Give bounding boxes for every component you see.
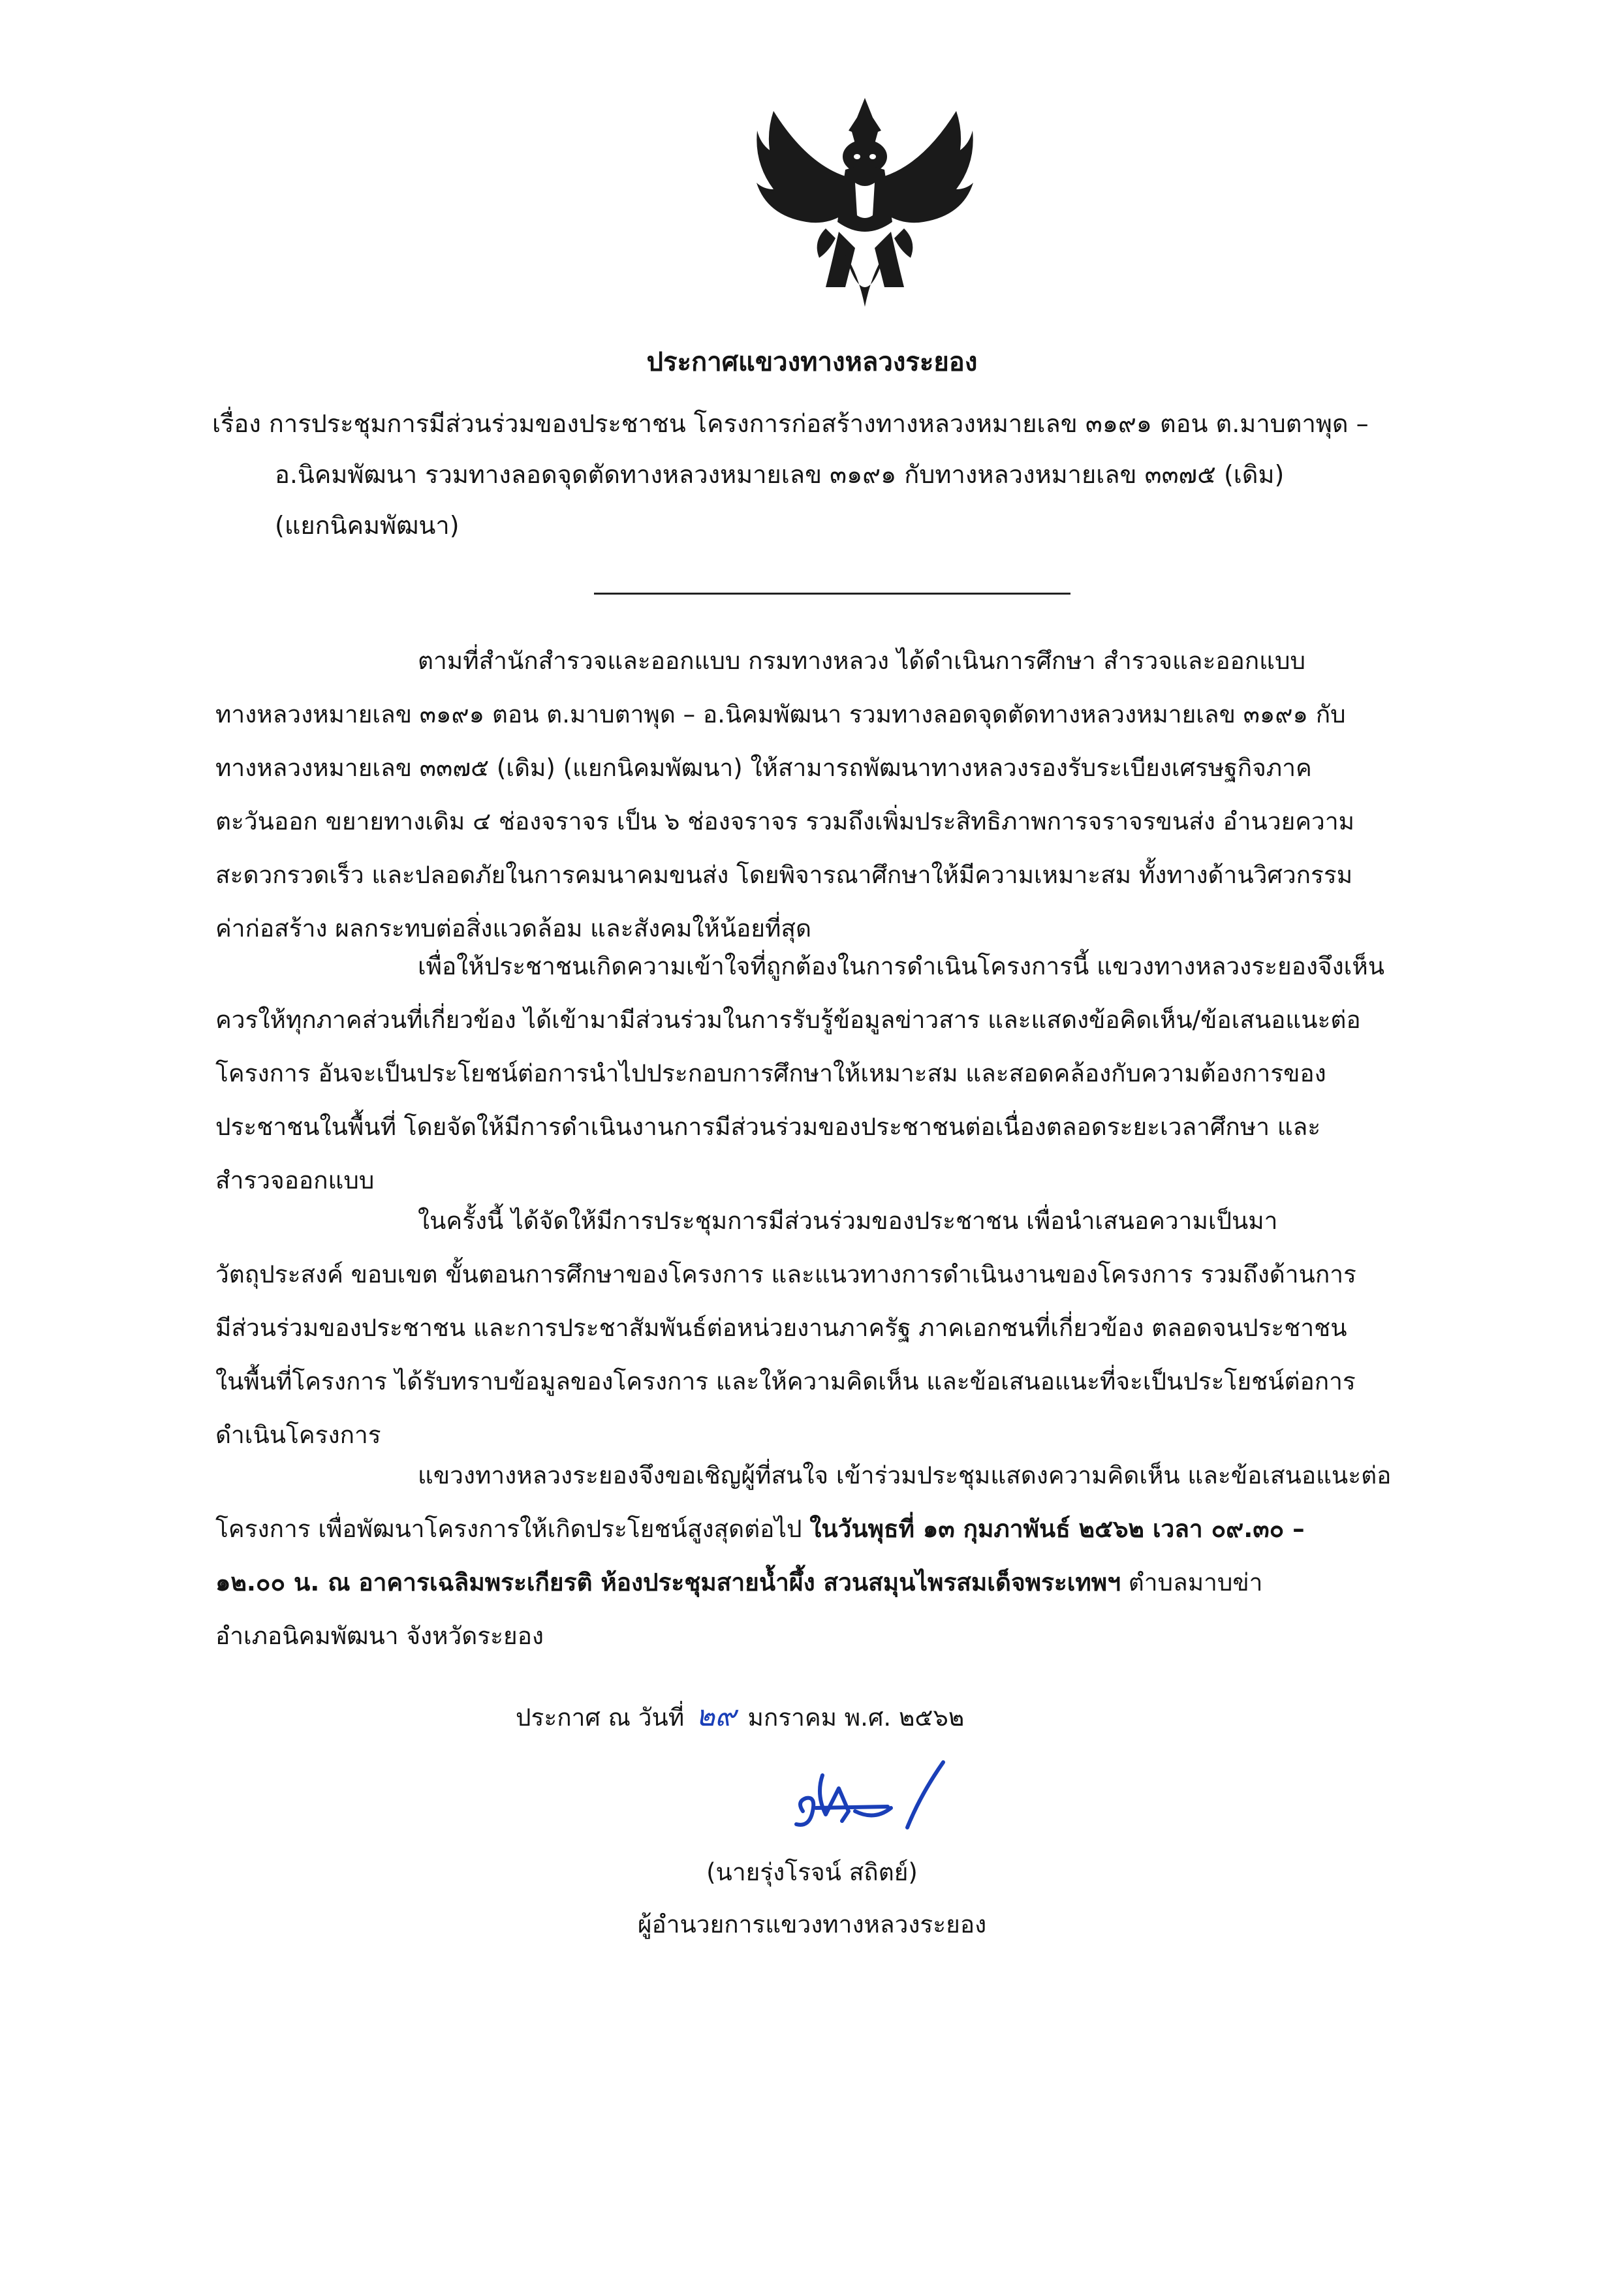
paragraph-2 (215, 940, 1498, 1207)
paragraph-line: ควรให้ทุกภาคส่วนที่เกี่ยวข้อง ได้เข้ามามีส่วนร่วมในการรับรู้ข้อมูลข่าวสาร และแสดงข้อคิดเห็น/ข้อเสนอแนะต่อ (215, 1006, 1361, 1034)
paragraph-line: สะดวกรวดเร็ว และปลอดภัยในการคมนาคมขนส่ง โดยพิจารณาศึกษาให้มีความเหมาะสม ทั้งทางด้านวิศวกรรม (215, 861, 1353, 889)
paragraph-text: โครงการ เพื่อพัฒนาโครงการให้เกิดประโยชน์สูงสุดต่อไป (215, 1515, 802, 1543)
paragraph-line (215, 1556, 1498, 1610)
paragraph-4 (215, 1449, 1498, 1663)
meeting-date-time: ในวันพุธที่ ๑๓ กุมภาพันธ์ ๒๕๖๒ เวลา ๐๙.๓๐ – (809, 1515, 1305, 1543)
paragraph-line: เพื่อให้ประชาชนเกิดความเข้าใจที่ถูกต้องในการดำเนินโครงการนี้ แขวงทางหลวงระยองจึงเห็น (418, 952, 1385, 980)
paragraph-line (215, 1502, 1498, 1556)
paragraph-line: มีส่วนร่วมของประชาชน และการประชาสัมพันธ์ต่อหน่วยงานภาครัฐ ภาคเอกชนที่เกี่ยวข้อง ตลอดจนประชาชน (215, 1314, 1347, 1342)
meeting-venue: ๑๒.๐๐ น. ณ อาคารเฉลิมพระเกียรติ ห้องประชุมสายน้ำผึ้ง สวนสมุนไพรสมเด็จพระเทพฯ (215, 1568, 1121, 1596)
paragraph-line: ทางหลวงหมายเลข ๓๓๗๕ (เดิม) (แยกนิคมพัฒนา) ให้สามารถพัฒนาทางหลวงรองรับระเบียงเศรษฐกิจภาค (215, 754, 1312, 782)
subject-block (212, 398, 1505, 551)
paragraph-line: ค่าก่อสร้าง ผลกระทบต่อสิ่งแวดล้อม และสังคมให้น้อยที่สุด (215, 914, 812, 942)
announce-day: ๒๙ (696, 1700, 736, 1733)
paragraph-line: ตามที่สำนักสำรวจและออกแบบ กรมทางหลวง ได้ดำเนินการศึกษา สำรวจและออกแบบ (418, 647, 1306, 675)
paragraph-3 (215, 1194, 1498, 1462)
page-title: ประกาศแขวงทางหลวงระยอง (646, 347, 978, 377)
paragraph-line: ตะวันออก ขยายทางเดิม ๔ ช่องจราจร เป็น ๖ ช่องจราจร รวมถึงเพิ่มประสิทธิภาพการจราจรขนส่ง อำนวยความ (215, 807, 1354, 835)
paragraph-line: สำรวจออกแบบ (215, 1166, 375, 1194)
paragraph-1 (215, 634, 1498, 956)
paragraph-line: โครงการ อันจะเป็นประโยชน์ต่อการนำไปประกอบการศึกษาให้เหมาะสม และสอดคล้องกับความต้องการของ (215, 1059, 1326, 1087)
announce-date (516, 1690, 964, 1744)
subject-line-3: (แยกนิคมพัฒนา) (275, 511, 460, 540)
paragraph-line: วัตถุประสงค์ ขอบเขต ขั้นตอนการศึกษาของโครงการ และแนวทางการดำเนินงานของโครงการ รวมถึงด้านการ (215, 1260, 1356, 1288)
paragraph-line: ในพื้นที่โครงการ ได้รับทราบข้อมูลของโครงการ และให้ความคิดเห็น และข้อเสนอแนะที่จะเป็นประโยชน์ต่อการ (215, 1367, 1356, 1395)
paragraph-line: ทางหลวงหมายเลข ๓๑๙๑ ตอน ต.มาบตาพุด – อ.นิคมพัฒนา รวมทางลอดจุดตัดทางหลวงหมายเลข ๓๑๙๑ กับ (215, 700, 1346, 728)
subject-line-1: เรื่อง การประชุมการมีส่วนร่วมของประชาชน โครงการก่อสร้างทางหลวงหมายเลข ๓๑๙๑ ตอน ต.มาบตาพุด – (212, 409, 1369, 438)
signer-name: (นายรุ่งโรจน์ สถิตย์) (706, 1858, 918, 1886)
signer-position: ผู้อำนวยการแขวงทางหลวงระยอง (637, 1910, 987, 1938)
paragraph-line: อำเภอนิคมพัฒนา จังหวัดระยอง (215, 1622, 544, 1650)
garuda-emblem-icon (747, 91, 982, 326)
announce-prefix: ประกาศ ณ วันที่ (516, 1704, 685, 1732)
paragraph-text: ตำบลมาบข่า (1128, 1568, 1263, 1596)
announce-suffix: มกราคม พ.ศ. ๒๕๖๒ (747, 1704, 965, 1732)
signature-icon (777, 1749, 973, 1847)
divider (594, 593, 1070, 595)
paragraph-line: ประชาชนในพื้นที่ โดยจัดให้มีการดำเนินงานการมีส่วนร่วมของประชาชนต่อเนื่องตลอดระยะเวลาศึกษา และ (215, 1113, 1321, 1141)
paragraph-line: แขวงทางหลวงระยองจึงขอเชิญผู้ที่สนใจ เข้าร่วมประชุมแสดงความคิดเห็น และข้อเสนอแนะต่อ (418, 1461, 1392, 1489)
paragraph-line: ในครั้งนี้ ได้จัดให้มีการประชุมการมีส่วนร่วมของประชาชน เพื่อนำเสนอความเป็นมา (418, 1207, 1278, 1235)
paragraph-line: ดำเนินโครงการ (215, 1421, 381, 1449)
subject-line-2: อ.นิคมพัฒนา รวมทางลอดจุดตัดทางหลวงหมายเลข ๓๑๙๑ กับทางหลวงหมายเลข ๓๓๗๕ (เดิม) (275, 460, 1285, 489)
